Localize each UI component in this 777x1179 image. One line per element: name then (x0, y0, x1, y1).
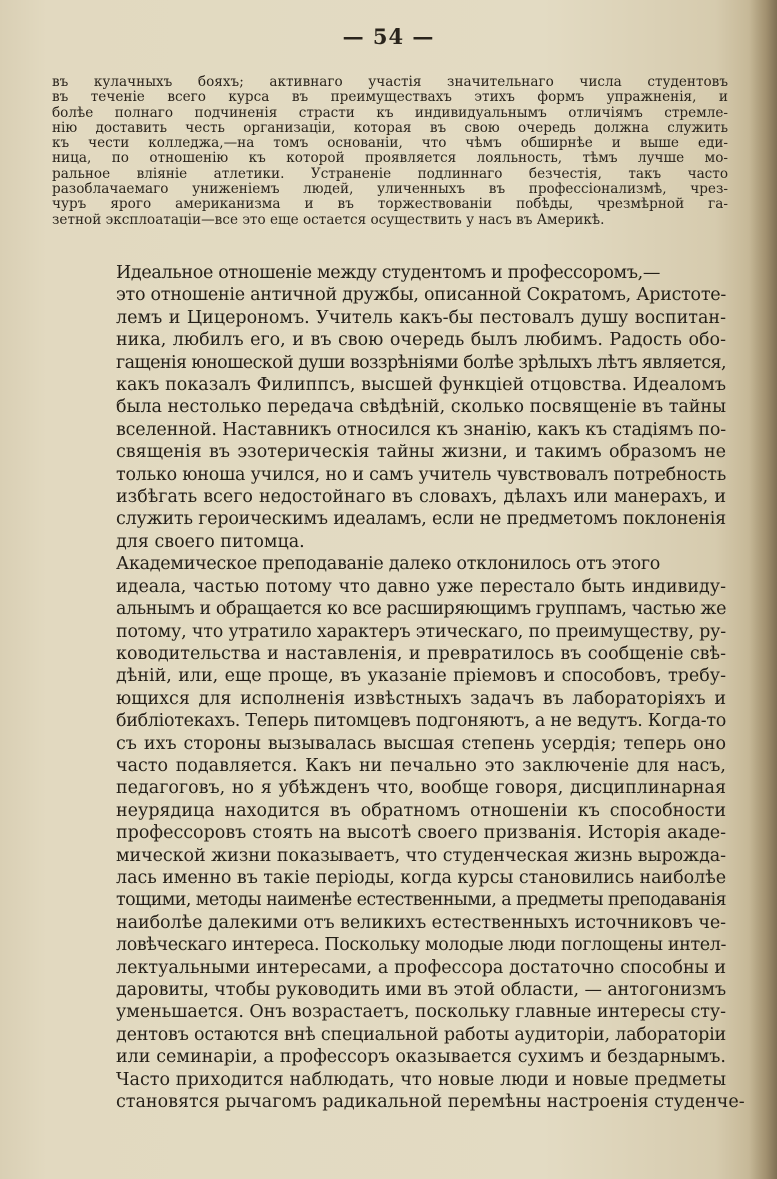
text-line: дѣній, или, еще проще, въ указаніе пріемовъ и способовъ, требу- (116, 666, 726, 687)
text-line: зетной эксплоатаціи—все это еще остается осуществить у насъ въ Америкѣ. (52, 211, 605, 228)
text-line: профессоровъ стоять на высотѣ своего призванія. Исторія акаде- (116, 823, 726, 844)
text-line: для своего питомца. (116, 531, 305, 552)
paragraph-2 (50, 553, 745, 1113)
text-line: Академическое преподаваніе далеко отклонилось отъ этого (116, 554, 660, 575)
text-line: въ кулачныхъ бояхъ; активнаго участія значительнаго числа студентовъ (52, 74, 728, 90)
text-line: библіотекахъ. Теперь питомцевъ подгоняютъ, а не ведутъ. Когда-то (116, 711, 726, 732)
text-line: становятся рычагомъ радикальной перемѣны настроенія студенче- (116, 1092, 745, 1113)
text-line: вселенной. Наставникъ относился къ знанію, какъ къ стадіямъ по- (116, 419, 727, 440)
binding-shadow (749, 0, 777, 1179)
text-line: ральное вліяніе атлетики. Устраненіе подлиннаго безчестія, такъ часто (52, 165, 728, 182)
text-line: неурядица находится въ обратномъ отношеніи къ способности (116, 800, 726, 821)
text-line: служить героическимъ идеаламъ, если не предметомъ поклоненія (116, 509, 726, 530)
text-line: альнымъ и обращается ко все расширяющимъ группамъ, частью же (116, 599, 726, 620)
text-line: была нестолько передача свѣдѣній, сколько посвященіе въ тайны (116, 397, 726, 418)
text-line: гащенія юношеской души воззрѣніями болѣе зрѣлыхъ лѣтъ является, (116, 352, 726, 373)
text-line: ководительства и наставленія, и превратилось въ сообщеніе свѣ- (116, 643, 726, 664)
text-line: священія въ эзотерическія тайны жизни, и такимъ образомъ не (116, 442, 726, 463)
text-line: даровиты, чтобы руководить ими въ этой области, — антогонизмъ (116, 980, 726, 1000)
text-line: въ теченіе всего курса въ преимуществахъ этихъ формъ упражненія, и (52, 89, 728, 106)
text-line: педагоговъ, но я убѣжденъ что, вообще говоря, дисциплинарная (116, 778, 726, 799)
text-line: ющихся для исполненія извѣстныхъ задачъ въ лабораторіяхъ и (116, 688, 726, 709)
text-line: потому, что утратило характеръ этическаго, по преимуществу, ру- (116, 621, 726, 642)
text-line: избѣгать всего недостойнаго въ словахъ, дѣлахъ или манерахъ, и (116, 487, 726, 508)
page-number: — 54 — (342, 24, 435, 49)
text-line: болѣе полнаго подчиненія страсти къ индивидуальнымъ отличіямъ стремле- (52, 104, 728, 121)
text-line: разоблачаемаго униженіемъ людей, уличенныхъ въ профессіонализмѣ, чрез- (52, 181, 728, 198)
text-line: ница, по отношенію къ которой проявляется лояльность, тѣмъ лучше мо- (52, 150, 728, 167)
text-line: лектуальными интересами, а профессора достаточно способны и (116, 957, 726, 978)
text-line: ника, любилъ его, и въ свою очередь былъ любимъ. Радость обо- (116, 330, 726, 351)
text-line: нію доставить честь организаціи, которая въ свою очередь должна служить (52, 119, 728, 136)
text-line: ловѣческаго интереса. Поскольку молодые люди поглощены интел- (116, 935, 726, 956)
text-line: лемъ и Цицерономъ. Учитель какъ-бы пестовалъ душу воспитан- (116, 307, 726, 328)
text-line: идеала, частью потому что давно уже перестало быть индивиду- (116, 576, 726, 597)
text-line: чуръ ярого американизма и въ торжествованіи побѣды, чрезмѣрной га- (52, 196, 728, 213)
text-line: только юноша учился, но и самъ учитель чувствовалъ потребность (116, 464, 726, 485)
paragraph-1 (50, 262, 726, 553)
text-line: уменьшается. Онъ возрастаетъ, поскольку главные интересы сту- (116, 1002, 726, 1023)
text-line: мической жизни показываетъ, что студенческая жизнь вырожда- (116, 845, 726, 866)
text-line: это отношеніе античной дружбы, описанной Сократомъ, Аристоте- (116, 285, 726, 306)
text-line: лась именно въ такіе періоды, когда курсы становились наиболѣе (116, 867, 726, 888)
text-line: дентовъ остаются внѣ специальной работы аудиторіи, лабораторіи (116, 1024, 726, 1045)
text-line: Часто приходится наблюдать, что новые люди и новые предметы (116, 1069, 726, 1090)
text-line: съ ихъ стороны вызывалась высшая степень усердія; теперь оно (116, 733, 726, 754)
text-line: Идеальное отношеніе между студентомъ и профессоромъ,— (116, 263, 660, 283)
text-line: тощими, методы наименѣе естественными, а предметы преподаванія (116, 890, 726, 911)
text-line: часто подавляется. Какъ ни печально это заключеніе для насъ, (116, 755, 726, 776)
main-text (50, 262, 745, 1113)
text-line: къ чести колледжа,—на томъ основаніи, что чѣмъ обширнѣе и выше еди- (52, 135, 728, 152)
text-line: наиболѣе далекими отъ великихъ естественныхъ источниковъ че- (116, 912, 726, 933)
text-line: или семинаріи, а профессоръ оказывается сухимъ и бездарнымъ. (116, 1047, 726, 1068)
text-line: какъ показалъ Филиппсъ, высшей функціей отцовства. Идеаломъ (116, 375, 726, 396)
footnote-block (52, 75, 728, 228)
